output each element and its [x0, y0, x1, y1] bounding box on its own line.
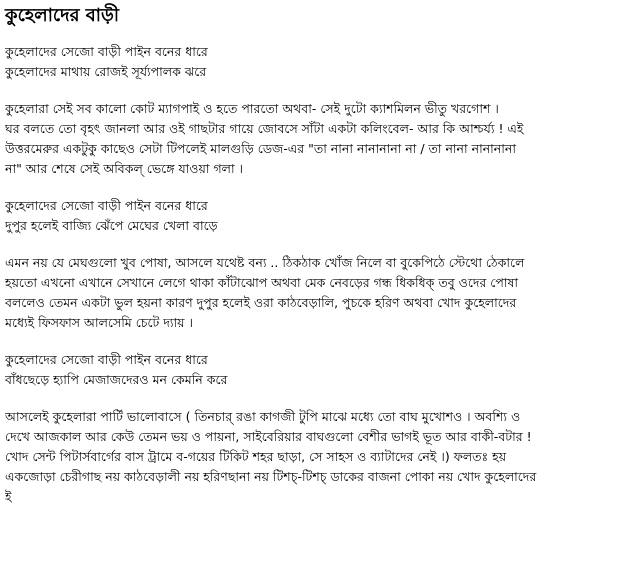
paragraph-5 — [5, 350, 629, 390]
text-line: কুহেলাদের সেজো বাড়ী পাইন বনের ধারে — [5, 352, 208, 367]
text-line: দুপুর হলেই বাজ্যি ঝেঁপে মেঘের খেলা বাড়ে — [5, 218, 218, 233]
text-line: আসলেই কুহেলারা পার্টি ভালোবাসে ( তিনচার্ রঙা কাগজী টুপি মাঝে মধ্যে তো বাঘ মুখোশও । অবশ্যি ও — [5, 409, 521, 424]
text-line: কুহেলাদের সেজো বাড়ী পাইন বনের ধারে — [5, 44, 208, 59]
text-line: একজোড়া চেরীগাছ নয় কাঠবেড়ালী নয় হরিণছানা নয় টিশচ্-টিশচ্ ডাকের বাজনা পোকা নয় খোদ কুহেলাদের — [5, 469, 537, 484]
paragraph-2 — [5, 99, 629, 179]
text-line: মধ্যেই ফিসফাস আলসেমি চেটে দ্যায় । — [5, 315, 193, 330]
text-line: এমন নয় যে মেঘগুলো খুব পোষা, আসলে যথেষ্ট বন্য .. ঠিকঠাক খোঁজ নিলে বা বুকেপিঠে স্টেথো ঠেকালে — [5, 255, 525, 270]
text-line: বললেও তেমন একটা ভুল হয়না কারণ দুপুর হলেই ওরা কাঠবেড়ালি, পুচকে হরিণ অথবা খোদ কুহেলাদের — [5, 295, 517, 310]
text-line: হয়তো এখনো এখানে সেখানে লেগে থাকা কাঁটাঝোপ অথবা মেক নেবড়ের গন্ধ ধিকধিক্ তবু ওদের পোষা — [5, 275, 518, 290]
paragraph-6 — [5, 407, 629, 507]
paragraph-1 — [5, 42, 629, 82]
text-line: দেখে আজকাল আর কেউ তেমন ভয় ও পায়না, সাইবেরিয়ার বাঘগুলো বেশীর ভাগই ভূত আর বাকী-বটার ! — [5, 429, 532, 444]
document-title: কুহেলাদের বাড়ী — [5, 5, 120, 26]
text-line: উত্তরমেরুর একটুকু কাছেও সেটা টিপলেই মালগুড়ি ডেজ-এর "তা নানা নানানানা না / তা নানা নানানানা — [5, 141, 516, 156]
paragraph-3 — [5, 196, 629, 236]
text-line: কুহেলারা সেই সব কালো কোট ম্যাগপাই ও হতে পারতো অথবা- সেই দুটো ক্যাশমিলন ভীতু খরগোশ । — [5, 101, 499, 116]
text-line: কুহেলাদের সেজো বাড়ী পাইন বনের ধারে — [5, 198, 208, 213]
text-line: না" আর শেষে সেই অবিকল্ ভেঙ্গে যাওয়া গলা । — [5, 161, 244, 176]
text-line: বাঁধছেড়ে হ্যাপি মেজাজদেরও মন কেমনি করে — [5, 372, 228, 387]
text-line: ঘর বলতে তো বৃহৎ জানলা আর ওই গাছটার গায়ে জোবসে সাঁটা একটা কলিংবেল- আর কি আশ্চর্য্য ! এই — [5, 121, 524, 136]
paragraph-4 — [5, 253, 629, 333]
document — [5, 4, 629, 524]
text-line: খোদ সেন্ট পিটার্সবার্গের বাস ট্রামে ব-গয়ের টিকিট শহর ছাড়া, সে সাহস ও ব্যাটাদের নেই ।) ফলতঃ হয় — [5, 449, 507, 464]
text-line: কুহেলাদের মাথায় রোজই সূর্য্যপালক ঝরে — [5, 64, 207, 79]
text-line: ই — [5, 489, 12, 504]
